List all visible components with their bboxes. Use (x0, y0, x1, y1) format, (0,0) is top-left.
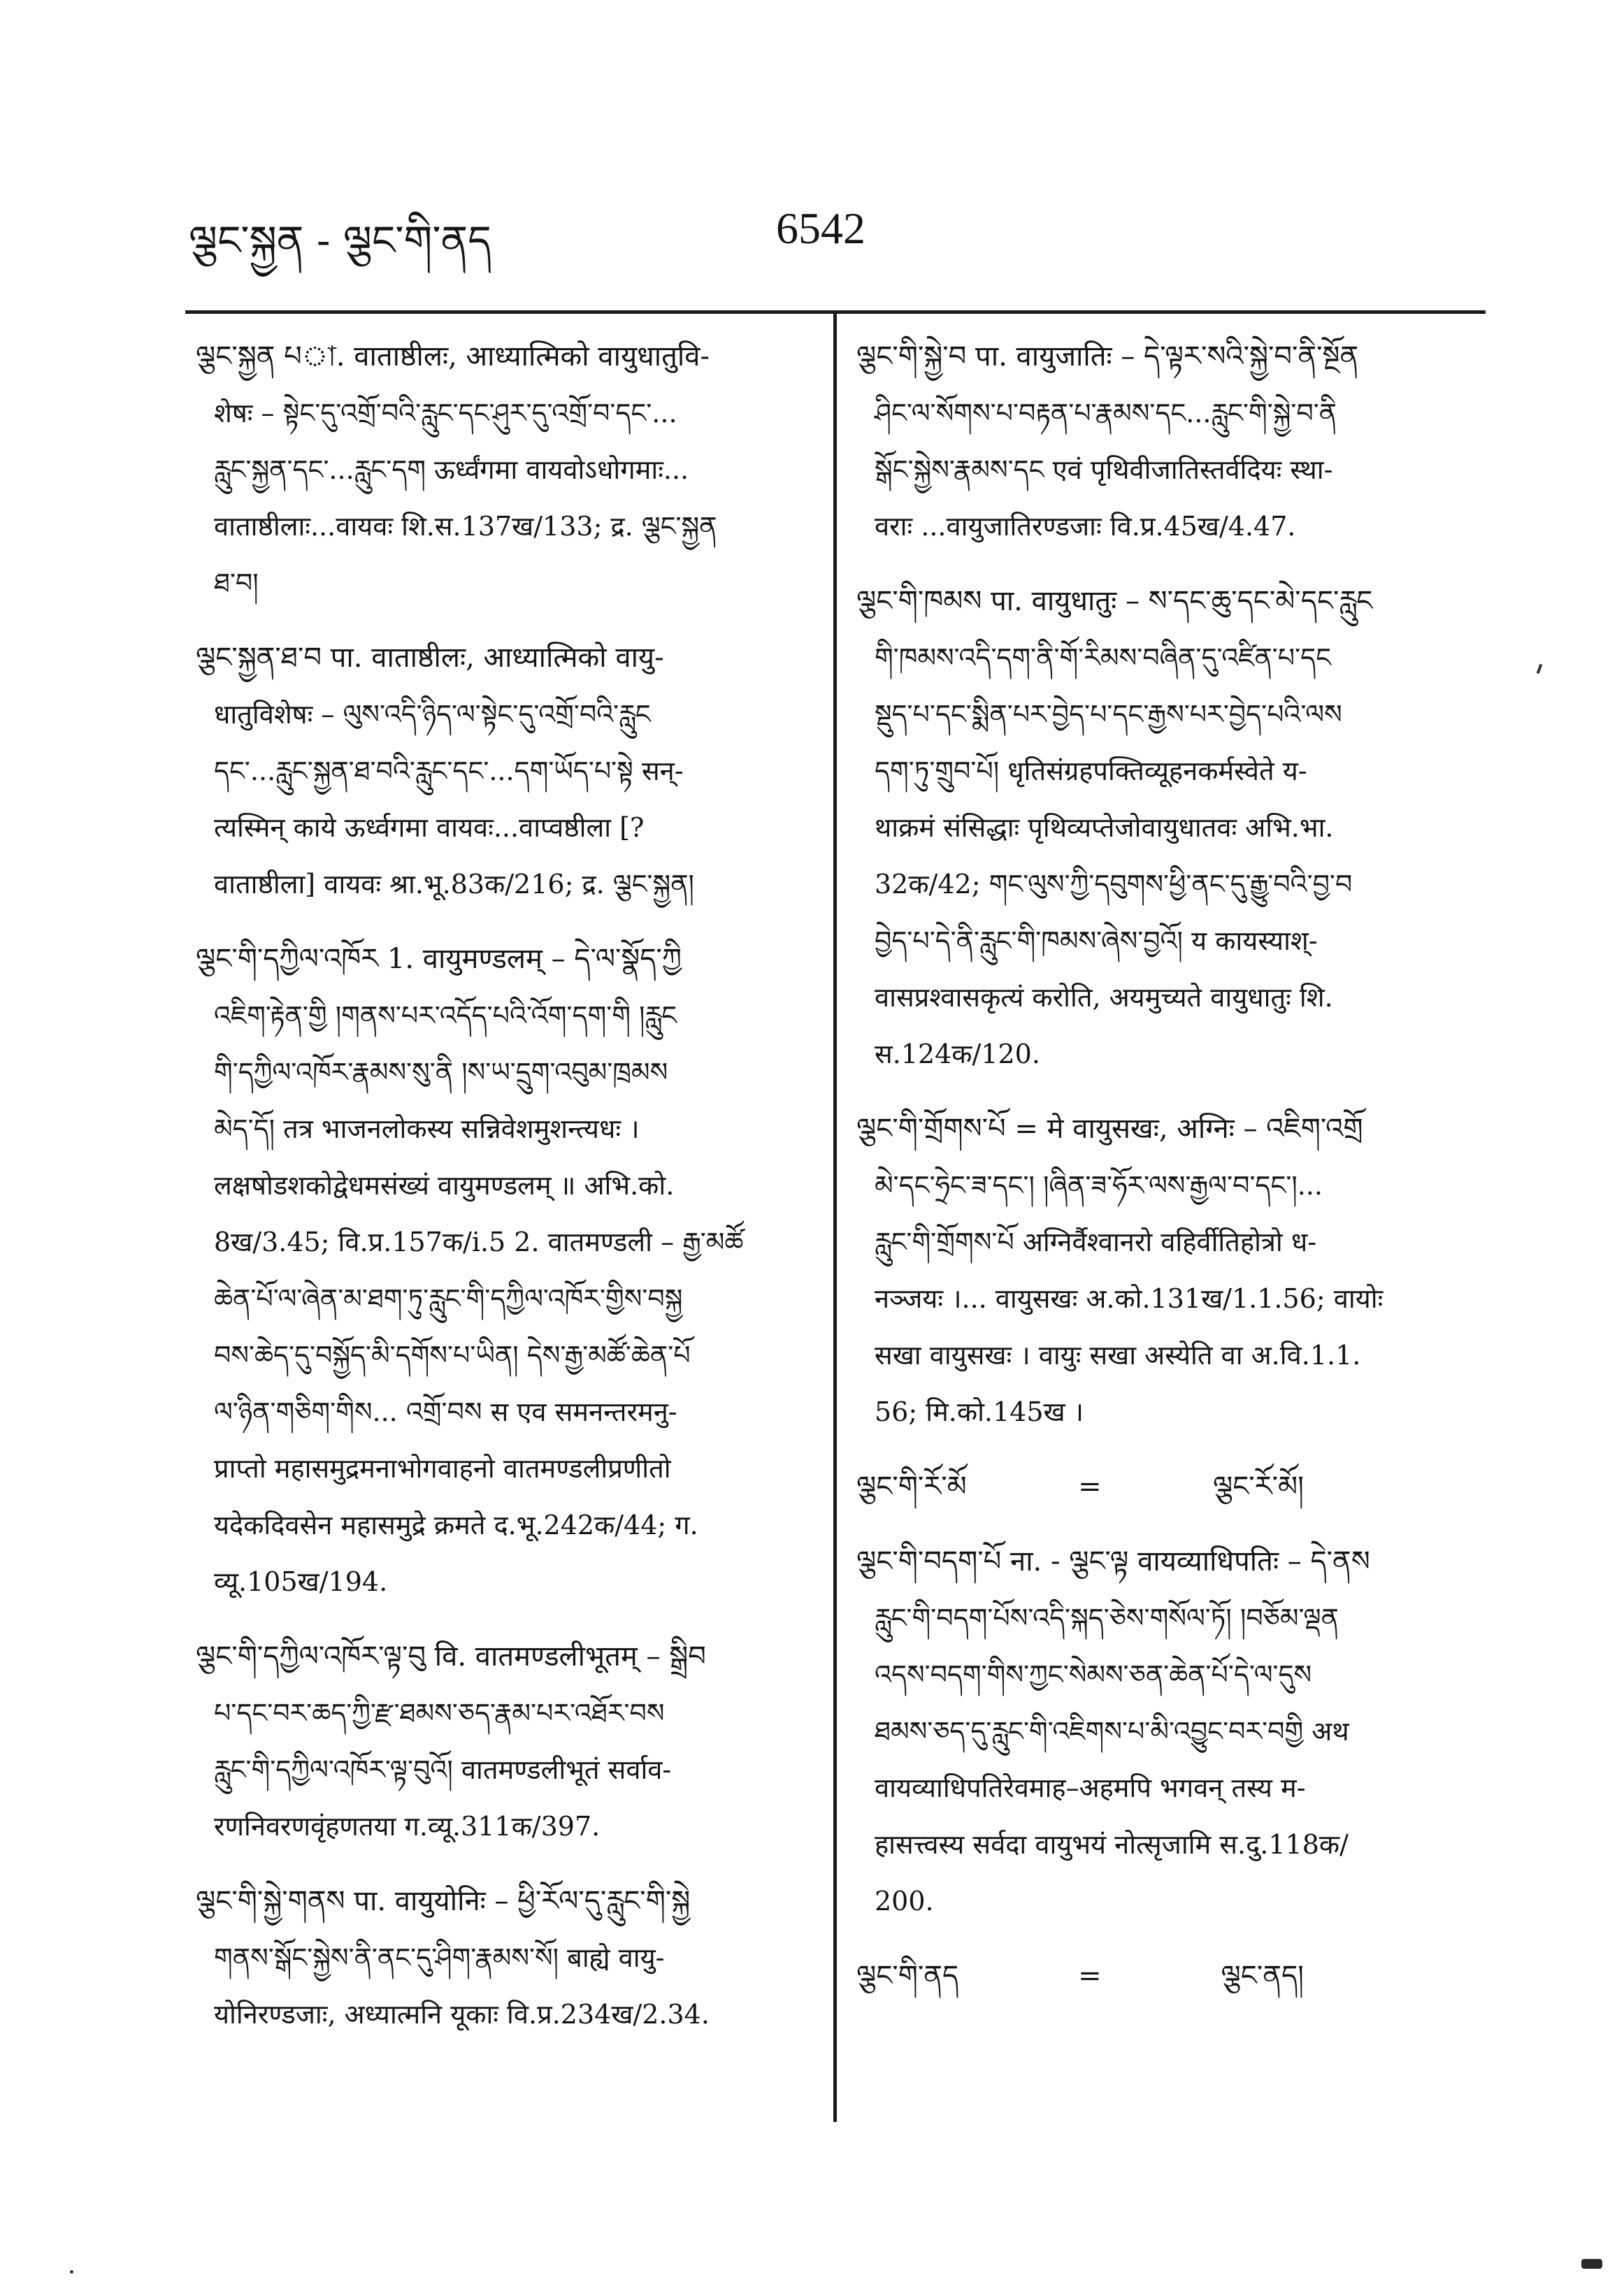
entry-text-line: བྱེད་པ་དེ་ནི་རླུང་གི་ཁམས་ཞེས་བྱའོ། य कायस्याश्- (875, 925, 1318, 956)
cross-reference-eq: = (1078, 1960, 1102, 1992)
entry-text-line: यदेकदिवसेन महासमुद्रे क्रमते द.भू.242क/44; ग. (214, 1510, 698, 1540)
scan-mark (1581, 2259, 1602, 2269)
entry-text-line: वाताष्ठीलाः...वायवः शि.स.137ख/133; द्र. ལྕང་སྐྱན (214, 511, 717, 542)
entry-text-line: प्राप्तो महासमुद्रमनाभोगवाहनो वातमण्डलीप्रणीतो (214, 1453, 671, 1484)
entry-text-line: གནས་སྒོང་སྐྱེས་ནི་ནང་དུ་ཤིག་རྣམས་སོ། बाह्ये वायु- (214, 1942, 665, 1973)
column-divider (833, 312, 837, 2122)
entry-text-line: लक्षषोडशकोद्वेधमसंख्यं वायुमण्डलम् ॥ अभि.को. (214, 1170, 675, 1201)
entry-headword-line: ལྕང་གི་གྲོགས་པོ = मे वायुसखः, अग्निः – འཇིག་འགྲོ (856, 1113, 1363, 1145)
entry-text-line: 32क/42; གང་ལུས་ཀྱི་དབུགས་ཕྱི་ནང་དུ་རྒྱུ་བའི་བྱ་བ (875, 869, 1353, 900)
cross-reference-target: ལྕང་རོ་མོ། (1212, 1471, 1304, 1503)
dictionary-entry (196, 630, 804, 913)
entry-text-line: པ་དང་བར་ཆད་ཀྱི་རྫ་ཐམས་ཅད་རྣམ་པར་འཐོར་བས (214, 1698, 665, 1728)
entry-text-line: དང་...རླུང་སྐྱན་ཐ་བའི་རླུང་དང་...དག་ཡོད་པ་སྟེ सन्- (214, 756, 684, 786)
entry-text-line: सखा वायुसखः । वायुः सखा अस्येति वा अ.वि.1.1. (875, 1340, 1361, 1371)
entry-text-line: ཤིང་ལ་སོགས་པ་བརྟན་པ་རྣམས་དང...རླུང་གི་སྐྱེ་བ་ནི (875, 398, 1337, 428)
dictionary-entry (856, 573, 1465, 1083)
entry-text-line: སྒོང་སྐྱེས་རྣམས་དང एवं पृथिवीजातिस्तर्वदियः स्था- (875, 454, 1333, 485)
entry-text-line: वायव्याधिपतिरेवमाह–अहमपि भगवन् तस्य म- (875, 1772, 1306, 1803)
entry-headword-line: ལྕང་སྐྱན པা. वाताष्ठीलः, आध्यात्मिको वायुधातुवि- (196, 340, 710, 373)
entry-text-line: योनिरण्डजाः, अध्यात्मनि यूकाः वि.प्र.234ख/2.34. (214, 1999, 710, 2030)
dictionary-entry (856, 1101, 1465, 1441)
entry-text-line: ཐམས་ཅད་དུ་རླུང་གི་འཇིགས་པ་མི་འབྱུང་བར་བགྱི अथ (875, 1716, 1349, 1747)
entry-text-line: རླུང་གི་བདག་པོས་འདི་སྐད་ཅེས་གསོལ་ཏོ། །བཅོམ་ལྡན (875, 1603, 1339, 1633)
page-number: 6542 (776, 203, 865, 253)
cross-reference-term: ལྕང་གི་རོ་མོ (856, 1471, 967, 1503)
entry-text-line: शेषः – སྟེང་དུ་འགྲོ་བའི་རླུང་དང་ཤུར་དུ་འགྲོ་བ་དང་... (214, 398, 677, 428)
entry-text-line: རླུང་སྐྱན་དང་...རླུང་དག ऊर्ध्वंगमा वायवोऽधोगमाः... (214, 454, 689, 485)
entry-headword-line: ལྕང་གི་དཀྱིལ་འཁོར་ལྟ་བུ वि. वातमण्डलीभूतम् – སྒྲིབ (196, 1640, 706, 1673)
page-header-left: ལྕང་སྐྱན - ལྕང་གི་ནད (189, 217, 491, 264)
entry-text-line: हासत्त्वस्य सर्वदा वायुभयं नोत्सृजामि स.दु.118क/ (875, 1829, 1349, 1860)
entry-text-line: ལ་ཉིན་གཅིག་གིས... འགྲོ་བས स एव समनन्तरमनु- (214, 1396, 677, 1427)
entry-text-line: འཇིག་རྟེན་གྱི །གནས་པར་འདོད་པའི་འོག་དག་གི །རླུང (214, 1000, 677, 1031)
entry-headword-line: ལྕང་གི་དཀྱིལ་འཁོར 1. वायुमण्डलम् – དེ་ལ་སྣོད་ཀྱི (196, 943, 682, 975)
entry-text-line: དག་ཏུ་གྲུབ་པོ། धृतिसंग्रहपक्तिव्यूहनकर्मस्वेते य- (875, 756, 1307, 786)
entry-text-line: वाताष्ठीला] वायवः श्रा.भू.83क/216; द्र. ལྕང་སྐྱན། (214, 869, 694, 900)
cross-reference-target: ལྕང་ནད། (1221, 1960, 1304, 1992)
entry-text-line: རླུང་གི་དཀྱིལ་འཁོར་ལྟ་བུའོ། वातमण्डलीभूतं सर्वाव- (214, 1754, 672, 1785)
dictionary-entry (856, 1459, 1465, 1515)
entry-text-line: བས་ཆེད་དུ་བསྐྱོད་མི་དགོས་པ་ཡིན། དེས་རྒྱ་མཚོ་ཆེན་པོ (214, 1340, 691, 1371)
entry-headword-line: ལྕང་གི་སྐྱེ་གནས पा. वायुयोनिः – ཕྱི་རོལ་དུ་རླུང་གི་སྐྱེ (196, 1885, 691, 1917)
entry-text-line: མེད་དོ། तत्र भाजनलोकस्य सन्निवेशमुशन्त्यधः । (214, 1113, 640, 1144)
dictionary-entry (196, 931, 804, 1610)
entry-headword-line: ལྕང་གི་སྐྱེ་བ पा. वायुजातिः – དེ་ལྟར་སའི་སྐྱེ་བ་ནི་སྔོན (856, 340, 1359, 373)
entry-text-line: གི་ཁམས་འདི་དག་ནི་གོ་རིམས་བཞིན་དུ་འཛིན་པ་དང (875, 642, 1332, 673)
dictionary-entry (856, 1533, 1465, 1930)
dictionary-entry (196, 1873, 804, 2043)
dictionary-entry (856, 1948, 1465, 2005)
entry-text-line: त्यस्मिन् काये ऊर्ध्वगमा वायवः...वाप्वष्ठीला [? (214, 812, 645, 843)
entry-text-line: ཐ་བ། (214, 568, 259, 598)
entry-text-line: ཆེན་པོ་ལ་ཞེན་མ་ཐག་ཏུ་རླུང་གི་དཀྱིལ་འཁོར་གྱིས་བསྐྱ (214, 1283, 683, 1314)
dictionary-entry (196, 328, 804, 612)
cross-reference-term: ལྕང་གི་ནད (856, 1960, 959, 1992)
entry-text-line: གི་དཀྱིལ་འཁོར་རྣམས་སུ་ནི །ས་ཡ་དྲུག་འབུམ་ཁྲམས (214, 1057, 668, 1088)
entry-text-line: स.124क/120. (875, 1039, 1040, 1069)
entry-text-line: 200. (875, 1886, 934, 1916)
dictionary-entry (196, 1629, 804, 1855)
entry-text-line: མེ་དང་ཧྲེང་ཟ་དང་། །ཞིན་ཟ་ཧོར་ལས་རྒྱལ་བ་དང་།... (875, 1170, 1323, 1201)
entry-text-line: धातुविशेषः – ལུས་འདི་ཉིད་ལ་སྟེང་དུ་འགྲོ་བའི་རླུང (214, 699, 651, 730)
entry-headword-line: ལྕང་གི་ཁམས पा. वायुधातुः – ས་དང་ཆུ་དང་མེ་དང་རླུང (856, 585, 1373, 617)
entry-text-line: འདས་བདག་གིས་ཀྱང་སེམས་ཅན་ཆེན་པོ་དེ་ལ་དུས (875, 1659, 1312, 1690)
entry-text-line: नञ्जयः ।... वायुसखः अ.को.131ख/1.1.56; वायोः (875, 1283, 1384, 1314)
entry-text-line: वराः ...वायुजातिरण्डजाः वि.प्र.45ख/4.47. (875, 511, 1296, 542)
entry-text-line: སྡུད་པ་དང་སྨིན་པར་བྱེད་པ་དང་རྒྱས་པར་བྱེད་པའི་ལས (875, 699, 1342, 730)
entry-text-line: वासप्रश्वासकृत्यं करोति, अयमुच्यते वायुधातुः शि. (875, 982, 1333, 1013)
entry-text-line: 8ख/3.45; वि.प्र.157क/i.5 2. वातमण्डली – རྒྱ་མཚོ (214, 1227, 744, 1257)
scan-mark (1537, 664, 1543, 674)
entry-text-line: थाक्रमं संसिद्धाः पृथिव्यप्तेजोवायुधातवः अभि.भा. (875, 812, 1334, 843)
entry-text-line: 56; मि.को.145ख । (875, 1396, 1084, 1427)
scan-mark (70, 2270, 73, 2274)
left-column (196, 328, 804, 2061)
right-column (856, 328, 1465, 2023)
cross-reference (856, 1948, 1465, 2005)
entry-text-line: རླུང་གི་གྲོགས་པོ अग्निर्वैश्वानरो वहिर्वीतिहोत्रो ध- (875, 1227, 1317, 1257)
entry-text-line: रणनिवरणवृंहणतया ग.व्यू.311क/397. (214, 1811, 601, 1842)
entry-text-line: व्यू.105ख/194. (214, 1566, 388, 1597)
cross-reference-eq: = (1078, 1471, 1102, 1503)
cross-reference (856, 1459, 1465, 1515)
entry-headword-line: ལྕང་གི་བདག་པོ ना. - ལྕང་ལྟ वायव्याधिपतिः – དེ་ནས (856, 1545, 1370, 1577)
dictionary-entry (856, 328, 1465, 555)
entry-headword-line: ལྕང་སྐྱན་ཐ་བ पा. वाताष्ठीलः, आध्यात्मिको वायु- (196, 642, 664, 674)
